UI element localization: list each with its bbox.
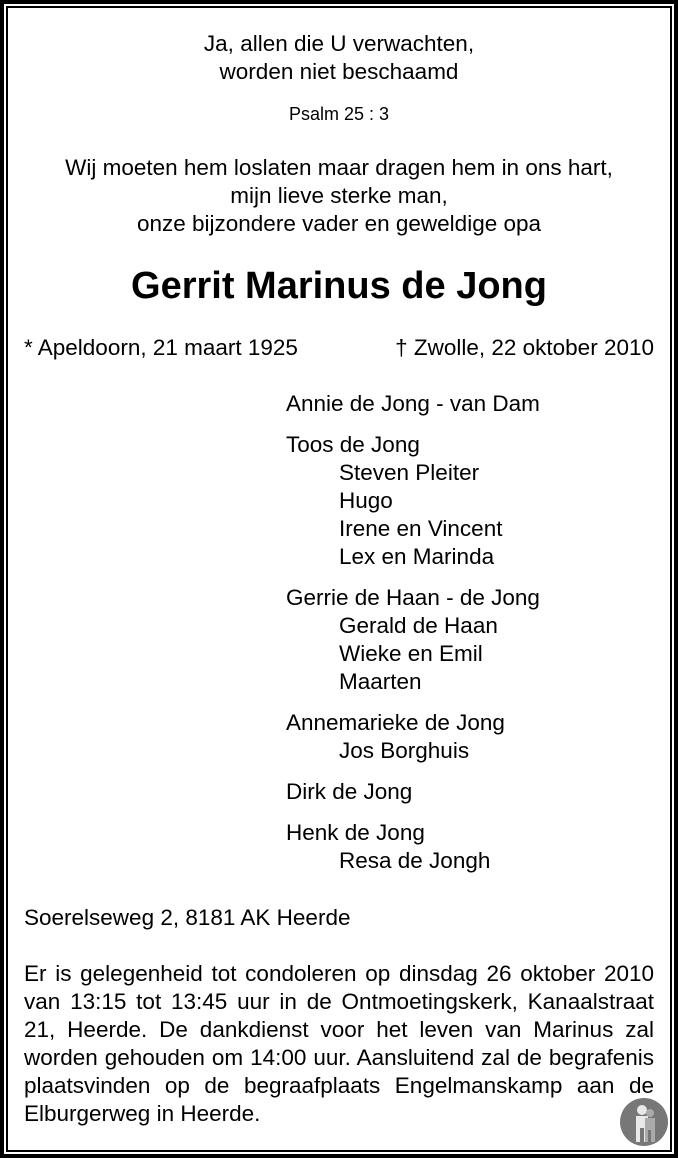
family-member: Gerrie de Haan - de Jong (286, 585, 540, 610)
address: Soerelseweg 2, 8181 AK Heerde (24, 905, 351, 930)
family-sub: Steven Pleiter (339, 460, 480, 485)
family-sub: Jos Borghuis (339, 738, 470, 763)
family-member: Dirk de Jong (286, 779, 413, 804)
embracing-figures-logo-icon (620, 1098, 668, 1146)
family-sub: Gerald de Haan (339, 613, 498, 638)
death-info: † Zwolle, 22 oktober 2010 (395, 335, 654, 360)
family-list (286, 390, 540, 875)
verse-line-2: worden niet beschaamd (219, 59, 459, 84)
family-member: Henk de Jong (286, 820, 425, 845)
family-sub: Irene en Vincent (339, 516, 503, 541)
deceased-name: Gerrit Marinus de Jong (131, 265, 547, 307)
family-sub: Wieke en Emil (339, 641, 483, 666)
family-sub: Lex en Marinda (339, 544, 495, 569)
intro-line-2: mijn lieve sterke man, (230, 183, 448, 208)
family-member: Annemarieke de Jong (286, 710, 505, 735)
family-sub: Resa de Jongh (339, 848, 491, 873)
intro-line-1: Wij moeten hem loslaten maar dragen hem in ons hart, (65, 155, 613, 180)
verse-reference: Psalm 25 : 3 (288, 104, 390, 124)
notice-paragraph: Er is gelegenheid tot condoleren op dinsdag 26 oktober 2010 van 13:15 tot 13:45 uur in de Ontmoetingskerk, Kanaalstraat 21, Heerde. De dankdienst voor het leven van Marinus zal worden gehouden om 14:00 uur. Aansluitend zal de begrafenis plaatsvinden op de begraafplaats Engelmanskamp aan de Elburgerweg in Heerde. (24, 961, 654, 1126)
birth-info: * Apeldoorn, 21 maart 1925 (24, 335, 298, 360)
family-sub: Hugo (339, 488, 393, 513)
family-member: Annie de Jong - van Dam (286, 391, 540, 416)
family-sub: Maarten (339, 669, 422, 694)
verse-line-1: Ja, allen die U verwachten, (203, 31, 475, 56)
intro-line-3: onze bijzondere vader en geweldige opa (136, 211, 542, 236)
family-member: Toos de Jong (286, 432, 420, 457)
